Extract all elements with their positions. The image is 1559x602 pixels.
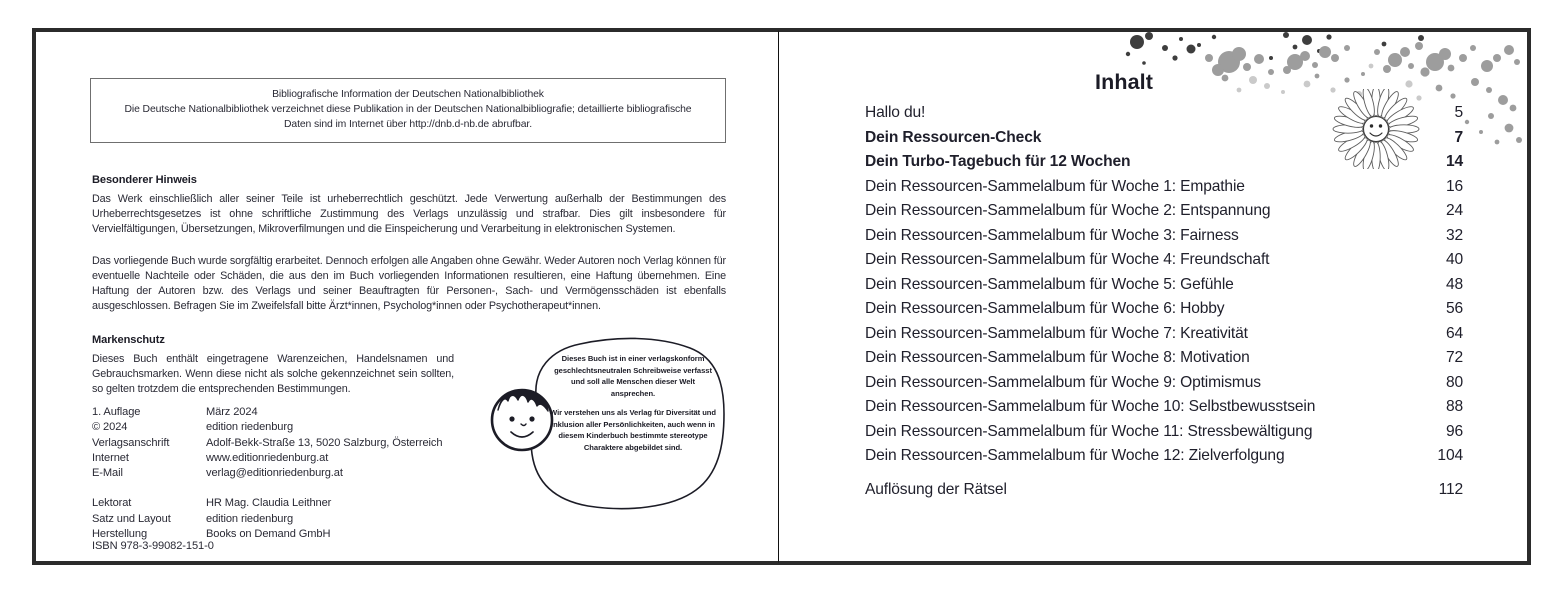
table-row-spacer [92, 481, 442, 496]
left-page-imprint [32, 28, 780, 565]
table-row [92, 436, 442, 451]
imprint-key: Lektorat [92, 497, 132, 510]
toc-entry-woche-11[interactable] [865, 423, 1463, 448]
toc-entry-page: 104 [1437, 447, 1463, 464]
table-of-contents-list [865, 104, 1463, 505]
toc-entry-page: 14 [1445, 153, 1463, 170]
toc-entry-page: 80 [1445, 373, 1463, 391]
toc-entry-label: Dein Ressourcen-Sammelalbum für Woche 1: Empathie [865, 177, 1245, 195]
imprint-value: HR Mag. Claudia Leithner [206, 497, 332, 510]
imprint-key: 1. Auflage [92, 406, 141, 418]
toc-entry-label: Dein Turbo-Tagebuch für 12 Wochen [865, 153, 1131, 170]
spacer-cell [92, 481, 206, 496]
toc-entry-hallo-du[interactable] [865, 104, 1463, 129]
toc-entry-page: 64 [1445, 324, 1463, 342]
toc-entry-label: Dein Ressourcen-Sammelalbum für Woche 12: Zielverfolgung [865, 447, 1285, 464]
toc-entry-page: 7 [1454, 128, 1463, 146]
dnb-notice-line-1: Bibliografische Information der Deutschen Nationalbibliothek [272, 89, 544, 100]
toc-entry-woche-9[interactable] [865, 374, 1463, 399]
dnb-notice-box [90, 78, 726, 143]
toc-entry-page: 112 [1438, 480, 1463, 498]
imprint-key: Internet [92, 451, 129, 464]
imprint-value: www.editionriedenburg.at [206, 451, 329, 464]
toc-entry-woche-12[interactable] [865, 447, 1463, 472]
markenschutz-paragraph-1: Dieses Buch enthält eingetragene Warenzeichen, Handelsnamen und Gebrauchsmarken. Wenn diese nicht als solche gekennzeichnet sein sollten, so gelten trotzdem die entsprechenden Bestimmungen. [92, 353, 454, 396]
toc-entry-label: Dein Ressourcen-Sammelalbum für Woche 2: Entspannung [865, 202, 1271, 219]
table-row [92, 405, 442, 420]
dnb-notice-line-3: Daten sind im Internet über http://dnb.d-nb.de abrufbar. [284, 119, 532, 131]
table-row [92, 420, 442, 435]
toc-entry-woche-6[interactable] [865, 300, 1463, 325]
besonderer-hinweis-heading: Besonderer Hinweis [92, 174, 197, 186]
toc-entry-page: 32 [1445, 226, 1463, 244]
imprint-key: Verlagsanschrift [92, 436, 170, 449]
toc-entry-page: 16 [1445, 177, 1463, 195]
toc-entry-page: 40 [1445, 251, 1463, 268]
toc-entry-woche-10[interactable] [865, 398, 1463, 423]
toc-entry-label: Dein Ressourcen-Sammelalbum für Woche 3: Fairness [865, 226, 1239, 244]
toc-entry-ressourcen-check[interactable] [865, 129, 1463, 154]
besonderer-hinweis-paragraph-2: Das vorliegende Buch wurde sorgfältig erarbeitet. Dennoch erfolgen alle Angaben ohne Gewähr. Weder Autoren noch Verlag können für eventuelle Nachteile oder Schäden, die aus den im Buch vorliegenden Informationen resultieren, eine Haftung übernehmen. Eine Haftung der Autoren bzw. des Verlags und seiner Beauftragten für Personen-, Sach- und Vermögensschäden ist ebenfalls ausgeschlossen. Befragen Sie im Zweifelsfall bitte Ärzt*innen, Psycholog*innen oder Psychotherapeut*innen. [92, 255, 726, 313]
toc-entry-label: Dein Ressourcen-Sammelalbum für Woche 6: Hobby [865, 300, 1225, 317]
toc-entry-page: 88 [1445, 398, 1463, 415]
imprint-content [36, 32, 780, 565]
page-title: Inhalt [1095, 70, 1153, 94]
toc-entry-page: 24 [1445, 202, 1463, 219]
imprint-value: edition riedenburg [206, 421, 294, 434]
imprint-value: Books on Demand GmbH [206, 528, 331, 541]
toc-entry-label: Dein Ressourcen-Sammelalbum für Woche 7: Kreativität [865, 324, 1248, 342]
toc-entry-woche-5[interactable] [865, 276, 1463, 301]
boy-head-icon [492, 390, 552, 450]
toc-entry-woche-8[interactable] [865, 349, 1463, 374]
toc-entry-label: Auflösung der Rätsel [865, 480, 1007, 498]
imprint-key: © 2024 [92, 421, 128, 434]
imprint-value: verlag@editionriedenburg.at [206, 467, 343, 480]
imprint-key: Satz und Layout [92, 512, 171, 525]
table-row [92, 451, 442, 466]
toc-entry-page: 48 [1445, 275, 1463, 293]
toc-entry-page: 72 [1445, 349, 1463, 366]
toc-entry-page: 96 [1445, 422, 1463, 440]
imprint-details-table [92, 405, 442, 542]
bubble-paragraph-2: Wir verstehen uns als Verlag für Diversität und Inklusion aller Persönlichkeiten, auch wenn in diesem Kinderbuch bestimmte stereotype Charaktere abgebildet sind. [550, 408, 716, 452]
toc-entry-woche-7[interactable] [865, 325, 1463, 350]
publisher-statement-bubble [476, 322, 746, 522]
toc-entry-turbo-tagebuch[interactable] [865, 153, 1463, 178]
isbn-line: ISBN 978-3-99082-151-0 [92, 540, 214, 552]
toc-entry-label: Dein Ressourcen-Sammelalbum für Woche 4: Freundschaft [865, 251, 1270, 268]
toc-entry-label: Dein Ressourcen-Sammelalbum für Woche 5: Gefühle [865, 275, 1234, 293]
toc-entry-label: Dein Ressourcen-Sammelalbum für Woche 10: Selbstbewusstsein [865, 398, 1316, 415]
toc-entry-woche-2[interactable] [865, 202, 1463, 227]
besonderer-hinweis-paragraph-1: Das Werk einschließlich aller seiner Teile ist urheberrechtlich geschützt. Jede Verwertung außerhalb der Bestimmungen des Urheberrechtsgesetzes ist ohne schriftliche Zustimmung des Verlags unzulässig und strafbar. Dies gilt insbesondere für Vervielfältigungen, Übersetzungen, Mikroverfilmungen und die Einspeicherung und Verarbeitung in elektronischen Systemen. [92, 193, 726, 236]
toc-entry-woche-3[interactable] [865, 227, 1463, 252]
toc-entry-label: Dein Ressourcen-Sammelalbum für Woche 9: Optimismus [865, 373, 1261, 391]
bubble-paragraph-1: Dieses Buch ist in einer verlagskonform geschlechtsneutralen Schreibweise verfasst und soll alle Menschen dieser Welt ansprechen. [554, 354, 712, 398]
table-row [92, 496, 442, 511]
toc-entry-page: 5 [1454, 104, 1463, 121]
spacer-cell [206, 481, 442, 496]
imprint-key: E-Mail [92, 467, 123, 480]
toc-entry-page: 56 [1445, 300, 1463, 317]
toc-entry-woche-1[interactable] [865, 178, 1463, 203]
bubble-text-block [548, 353, 718, 453]
imprint-value: edition riedenburg [206, 512, 294, 525]
dnb-notice-line-2: Die Deutsche Nationalbibliothek verzeichnet diese Publikation in der Deutschen Nationalbibliografie; detaillierte bibliografische [124, 104, 692, 116]
toc-entry-woche-4[interactable] [865, 251, 1463, 276]
toc-entry-label: Hallo du! [865, 104, 926, 121]
imprint-table-body [92, 405, 442, 542]
toc-entry-label: Dein Ressourcen-Check [865, 128, 1042, 146]
table-row [92, 512, 442, 527]
toc-content [779, 32, 1527, 565]
table-row [92, 466, 442, 481]
toc-entry-label: Dein Ressourcen-Sammelalbum für Woche 11: Stressbewältigung [865, 422, 1313, 440]
toc-entry-label: Dein Ressourcen-Sammelalbum für Woche 8: Motivation [865, 349, 1250, 366]
markenschutz-heading: Markenschutz [92, 334, 165, 346]
imprint-key: Herstellung [92, 528, 148, 541]
imprint-value: März 2024 [206, 406, 258, 418]
right-page-contents [779, 28, 1531, 565]
imprint-value: Adolf-Bekk-Straße 13, 5020 Salzburg, Österreich [206, 436, 443, 449]
toc-entry-aufloesung-raetsel[interactable] [865, 481, 1463, 506]
